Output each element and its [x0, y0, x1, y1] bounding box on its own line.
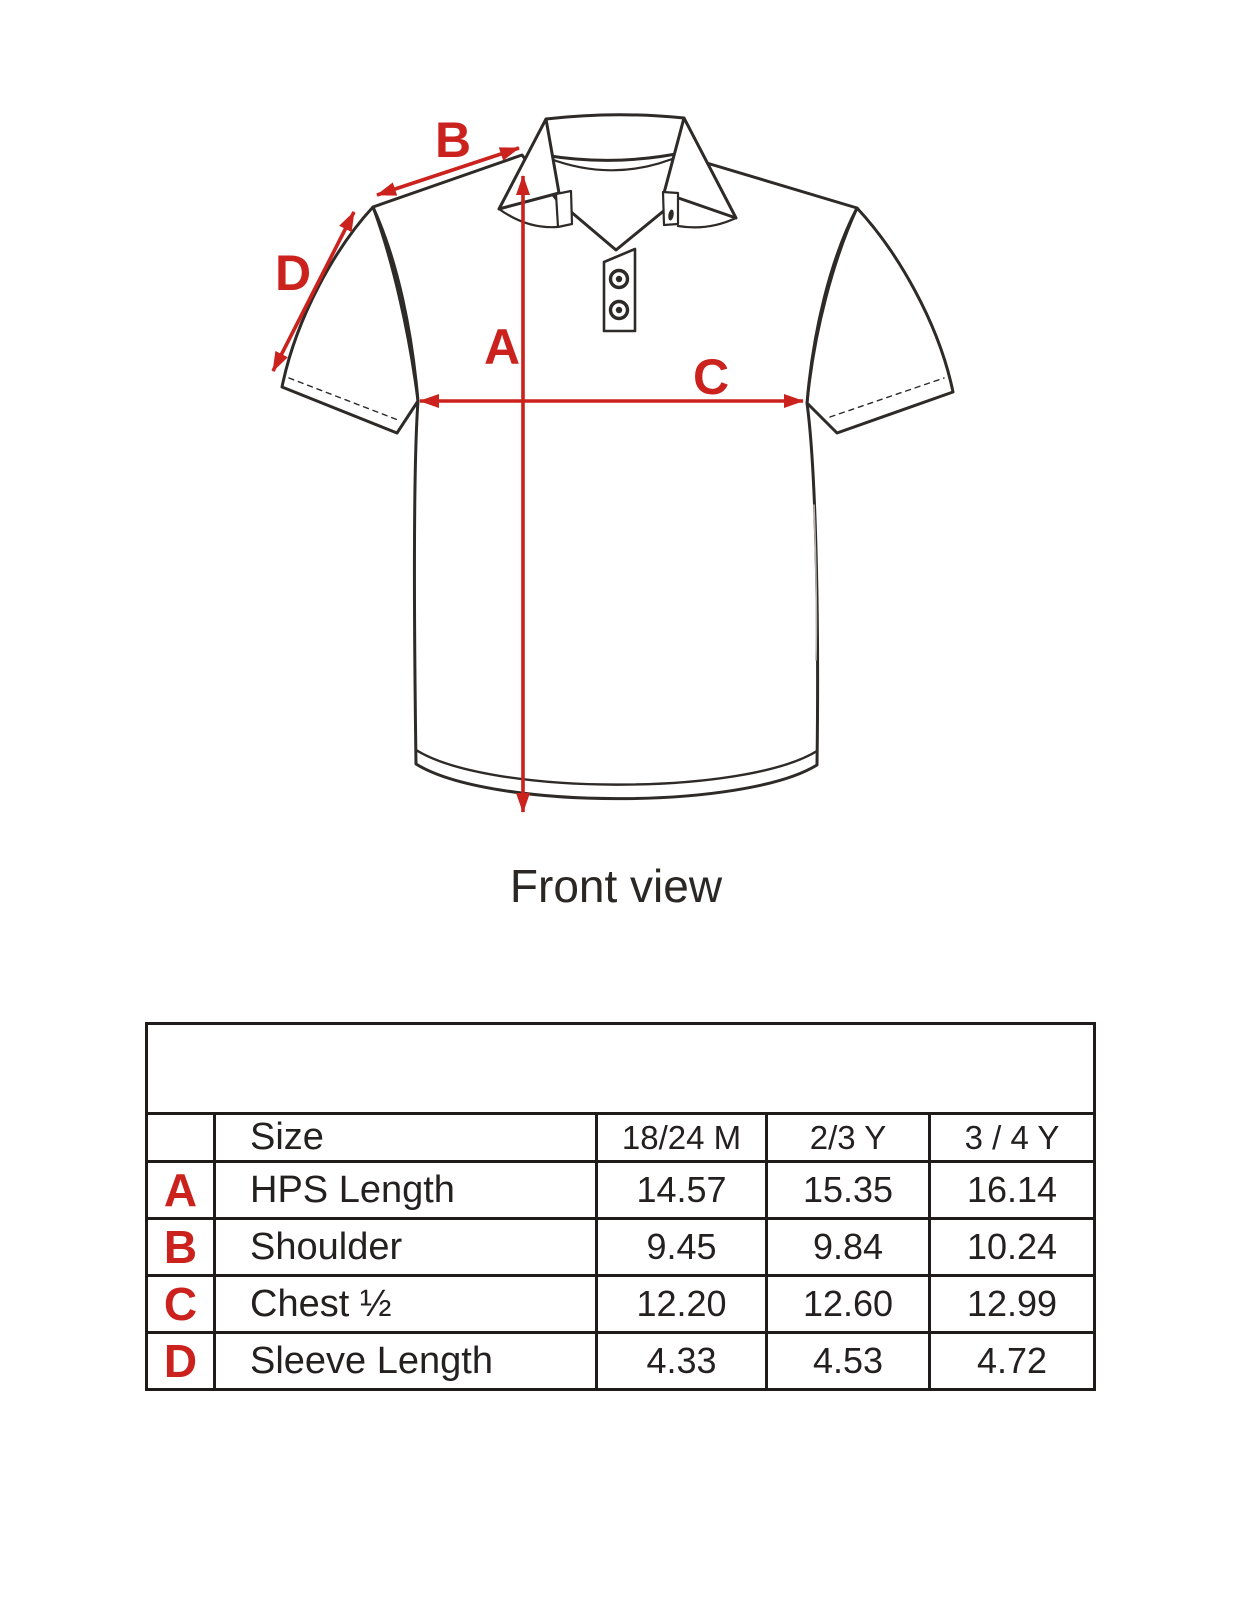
row-letter: C: [147, 1276, 215, 1333]
button-top-center: [616, 276, 622, 282]
row-name: Shoulder: [215, 1219, 597, 1276]
row-letter: D: [147, 1333, 215, 1390]
table-row-shoulder: [147, 1219, 1095, 1276]
table-row-hps-length: [147, 1162, 1095, 1219]
table-title: Specs for Polo Shirt for Kids (Inches): [147, 1024, 1095, 1114]
row-value: 12.20: [597, 1276, 767, 1333]
row-letter: B: [147, 1219, 215, 1276]
size-column-3: 3 / 4 Y: [930, 1114, 1095, 1162]
button-bottom-center: [616, 307, 622, 313]
size-header-label: Size: [215, 1114, 597, 1162]
row-value: 4.72: [930, 1333, 1095, 1390]
row-value: 12.99: [930, 1276, 1095, 1333]
row-value: 14.57: [597, 1162, 767, 1219]
row-name: Sleeve Length: [215, 1333, 597, 1390]
row-value: 16.14: [930, 1162, 1095, 1219]
row-value: 10.24: [930, 1219, 1095, 1276]
row-value: 4.33: [597, 1333, 767, 1390]
collar-band: [544, 115, 686, 161]
row-value: 15.35: [767, 1162, 930, 1219]
row-value: 9.45: [597, 1219, 767, 1276]
size-column-2: 2/3 Y: [767, 1114, 930, 1162]
measure-label-b: B: [434, 112, 472, 168]
front-view-caption: Front view: [509, 860, 723, 912]
row-value: 4.53: [767, 1333, 930, 1390]
row-value: 9.84: [767, 1219, 930, 1276]
row-name: HPS Length: [215, 1162, 597, 1219]
table-row-sleeve-length: [147, 1333, 1095, 1390]
left-band-strip: [556, 191, 572, 227]
letter-cell-empty: [147, 1114, 215, 1162]
shirt-body: [373, 155, 857, 799]
measure-label-c: C: [692, 349, 730, 405]
measure-label-d: D: [274, 245, 312, 301]
row-letter: A: [147, 1162, 215, 1219]
table-title-row: [147, 1024, 1095, 1114]
row-name: Chest ½: [215, 1276, 597, 1333]
table-row-chest: [147, 1276, 1095, 1333]
size-header-row: [147, 1114, 1095, 1162]
measure-label-a: A: [483, 319, 521, 375]
specs-table: [145, 1022, 1096, 1391]
row-value: 12.60: [767, 1276, 930, 1333]
size-column-1: 18/24 M: [597, 1114, 767, 1162]
